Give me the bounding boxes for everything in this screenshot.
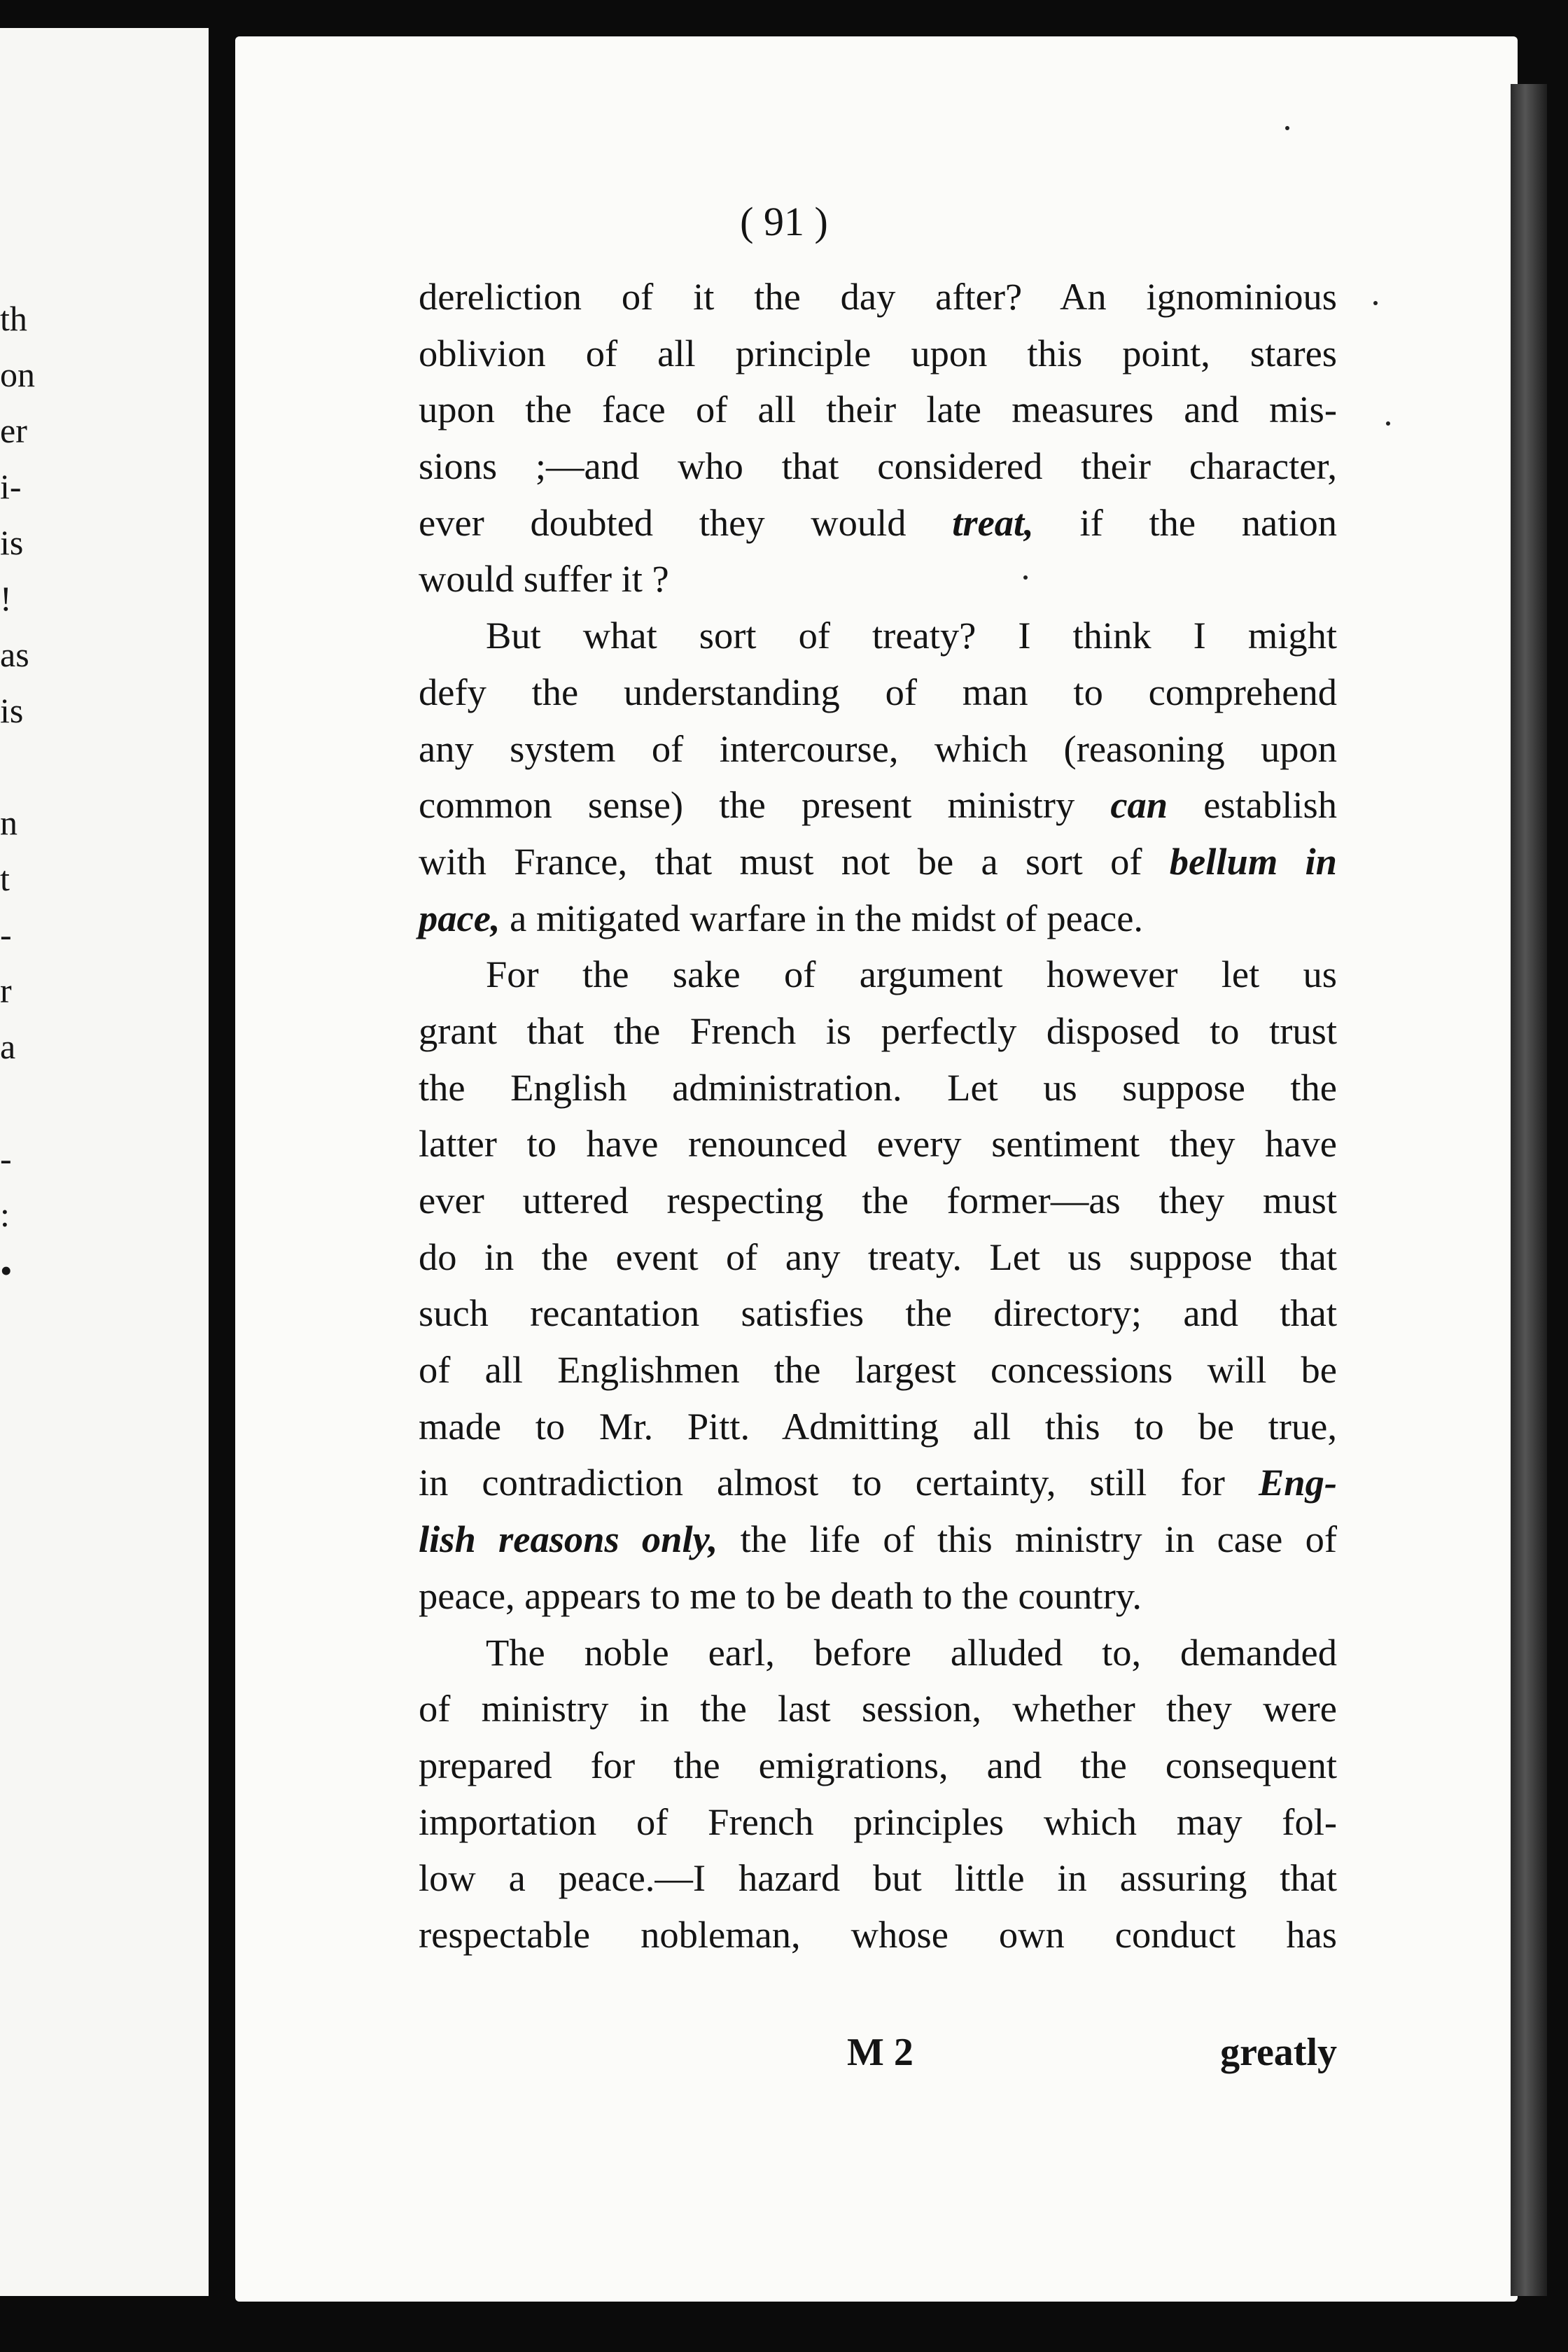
text-line: low a peace.—I hazard but little in assuring that xyxy=(419,1856,1337,1900)
text-line: ever uttered respecting the former—as they must xyxy=(419,1179,1337,1222)
italic-text: can xyxy=(1110,783,1168,827)
ink-speck xyxy=(1023,575,1028,580)
text-line xyxy=(419,1511,1337,1568)
italic-text: bellum in xyxy=(1169,839,1337,883)
text-line: any system of intercourse, which (reasoning upon xyxy=(419,727,1337,770)
text-line: defy the understanding of man to comprehend xyxy=(419,670,1337,713)
page-number: ( 91 ) xyxy=(740,199,828,244)
left-page-fragment: th xyxy=(0,299,27,338)
page-edge-shadow xyxy=(1511,84,1547,2296)
ink-speck xyxy=(1373,301,1378,305)
left-page-fragment: t xyxy=(0,859,10,898)
text-run: ever doubted they would xyxy=(419,500,953,544)
text-line: prepared for the emigrations, and the consequent xyxy=(419,1743,1337,1786)
ink-speck xyxy=(1285,126,1289,130)
italic-text: pace, xyxy=(419,896,500,939)
text-line: of ministry in the last session, whether they were xyxy=(419,1687,1337,1730)
italic-text: Eng- xyxy=(1258,1461,1337,1504)
left-page-fragment: is xyxy=(0,691,24,730)
text-run: in contradiction almost to certainty, still for xyxy=(419,1461,1259,1504)
left-page-edge xyxy=(0,28,216,2296)
left-page-fragment: as xyxy=(0,635,29,674)
left-page-fragment: er xyxy=(0,411,27,450)
text-line: The noble earl, before alluded to, demanded xyxy=(486,1630,1337,1674)
text-line xyxy=(419,777,1337,834)
text-line: importation of French principles which may fol- xyxy=(419,1800,1337,1843)
left-page-fragment: : xyxy=(0,1195,10,1234)
text-run: common sense) the present ministry xyxy=(419,783,1111,827)
left-page-fragment: ! xyxy=(0,579,12,618)
left-page-fragment: i- xyxy=(0,467,22,506)
body-text xyxy=(419,269,1337,1963)
left-page-fragment: - xyxy=(0,1139,12,1178)
text-line: made to Mr. Pitt. Admitting all this to be true, xyxy=(419,1404,1337,1448)
text-line: such recantation satisfies the directory; and that xyxy=(419,1292,1337,1335)
text-line xyxy=(419,834,1337,890)
text-line: would suffer it ? xyxy=(419,557,669,601)
text-line xyxy=(419,1455,1337,1511)
text-line: upon the face of all their late measures and mis- xyxy=(419,388,1337,431)
text-line: dereliction of it the day after? An ignominious xyxy=(419,275,1337,318)
text-run: establish xyxy=(1168,783,1337,827)
text-line: oblivion of all principle upon this point, stares xyxy=(419,331,1337,374)
text-line: But what sort of treaty? I think I might xyxy=(486,614,1337,657)
text-line xyxy=(419,890,1337,947)
text-line: latter to have renounced every sentiment they have xyxy=(419,1122,1337,1166)
text-line: sions ;—and who that considered their character, xyxy=(419,444,1337,488)
left-page-fragment: a xyxy=(0,1027,16,1066)
text-line xyxy=(419,495,1337,552)
left-page-fragment: r xyxy=(0,971,12,1010)
text-line: do in the event of any treaty. Let us suppose that xyxy=(419,1235,1337,1278)
ink-speck xyxy=(1386,421,1390,426)
text-line: grant that the French is perfectly disposed to trust xyxy=(419,1009,1337,1052)
text-run: if the nation xyxy=(1033,500,1337,544)
text-line: the English administration. Let us suppose the xyxy=(419,1065,1337,1109)
text-run: with France, that must not be a sort of xyxy=(419,839,1170,883)
left-page-fragment: - xyxy=(0,915,12,954)
signature-mark: M 2 xyxy=(847,2031,913,2074)
page-footer xyxy=(419,2030,1337,2086)
catchword: greatly xyxy=(1220,2031,1337,2074)
left-page-fragment: is xyxy=(0,523,24,562)
text-line: For the sake of argument however let us xyxy=(486,953,1337,996)
left-page-fragment: • xyxy=(0,1251,13,1290)
text-line: peace, appears to me to be death to the country. xyxy=(419,1574,1142,1617)
text-line: of all Englishmen the largest concessions will be xyxy=(419,1348,1337,1392)
italic-text: treat, xyxy=(952,500,1034,544)
text-run: the life of this ministry in case of xyxy=(718,1518,1337,1561)
left-page-fragment: on xyxy=(0,355,35,394)
book-gutter xyxy=(209,0,238,2352)
text-run: a mitigated warfare in the midst of peace. xyxy=(500,896,1144,939)
left-page-fragment: n xyxy=(0,803,18,842)
text-line: respectable nobleman, whose own conduct has xyxy=(419,1912,1337,1956)
italic-text: lish reasons only, xyxy=(419,1518,718,1561)
